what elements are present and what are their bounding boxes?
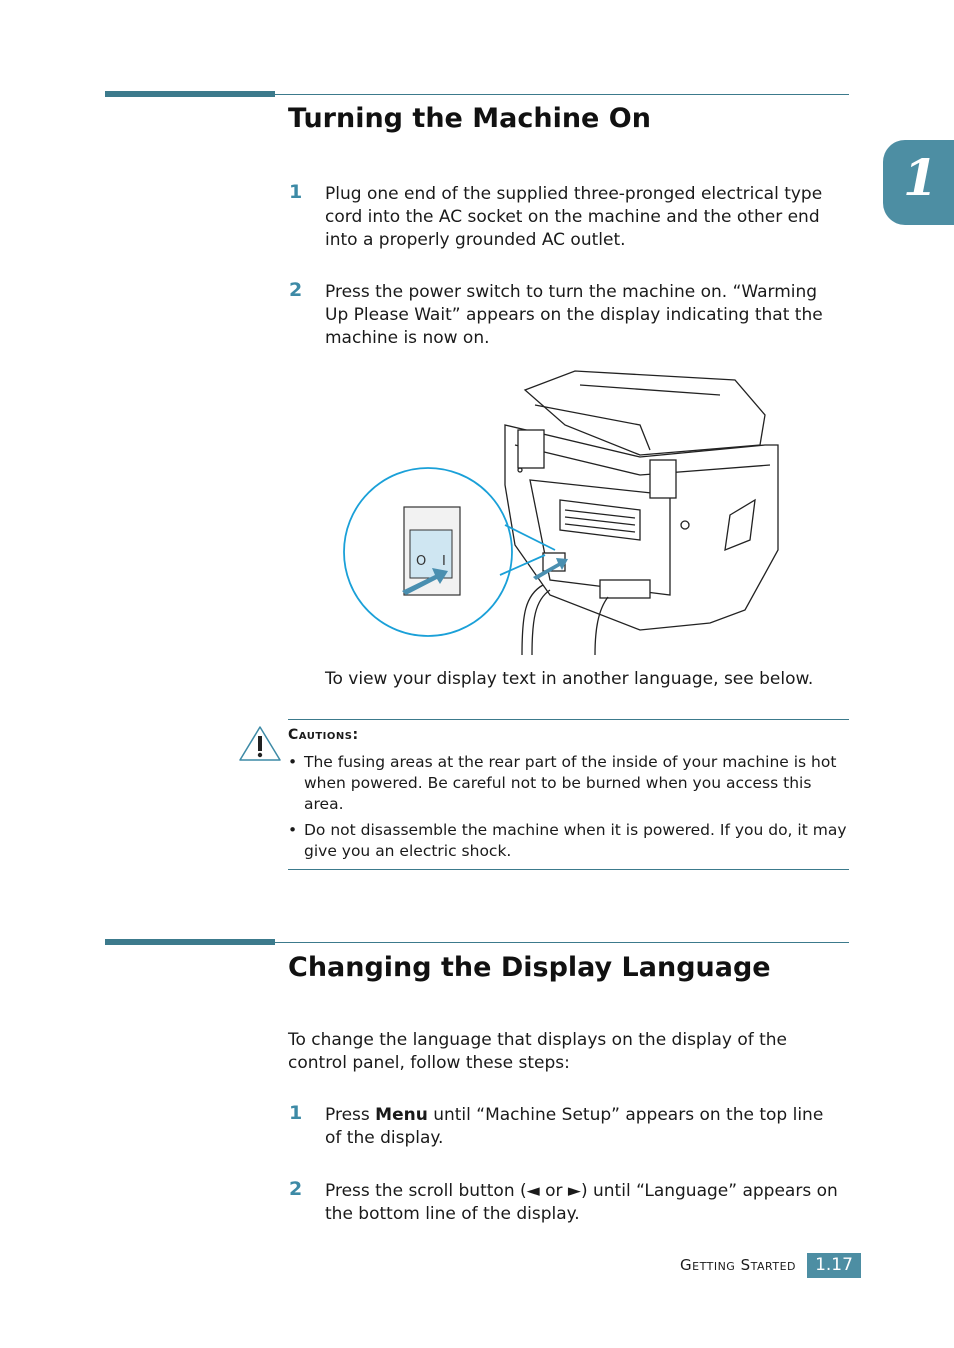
figure-note: To view your display text in another language, see below. xyxy=(325,669,814,689)
caution-top-rule xyxy=(288,719,849,720)
step-number: 1 xyxy=(289,181,303,203)
step-text: Plug one end of the supplied three-pronged electrical type cord into the AC socket on the machine and the other end into a properly grounded AC outlet. xyxy=(325,184,823,250)
step-text xyxy=(325,1104,845,1150)
footer-section-name: Getting Started xyxy=(680,1256,796,1274)
step-text-post: until “Machine Setup” appears on the top line of the display. xyxy=(325,1105,824,1148)
caution-item xyxy=(288,820,848,862)
step-number: 1 xyxy=(289,1102,303,1124)
step-text: Press the power switch to turn the machine on. “Warming Up Please Wait” appears on the display indicating that the machine is now on. xyxy=(325,282,823,348)
chapter-number: 1 xyxy=(903,148,938,207)
section-rule-thin xyxy=(275,942,849,943)
page-number: 1.17 xyxy=(807,1253,861,1278)
bullet-dot: • xyxy=(288,753,298,771)
chapter-tab xyxy=(883,140,954,225)
section-rule-thick xyxy=(105,91,275,97)
section-title: Changing the Display Language xyxy=(288,952,771,983)
step-number: 2 xyxy=(289,279,303,301)
step-text: Press the scroll button (◄ or ►) until “Language” appears on the bottom line of the display. xyxy=(325,1181,838,1224)
menu-key-label: Menu xyxy=(375,1105,428,1125)
section-rule-thick xyxy=(105,939,275,945)
caution-text: Do not disassemble the machine when it is powered. If you do, it may give you an electric shock. xyxy=(304,821,847,860)
section-intro: To change the language that displays on the display of the control panel, follow these steps: xyxy=(288,1030,788,1073)
section-rule-thin xyxy=(275,94,849,95)
switch-off-label: O xyxy=(416,554,427,569)
machine-power-illustration xyxy=(340,365,790,655)
section-title: Turning the Machine On xyxy=(288,103,651,134)
bullet-dot: • xyxy=(288,821,298,839)
switch-on-label: I xyxy=(442,554,446,569)
caution-title: Cautions: xyxy=(288,727,359,743)
caution-item xyxy=(288,752,848,815)
step-number: 2 xyxy=(289,1178,303,1200)
warning-icon xyxy=(237,724,283,764)
caution-text: The fusing areas at the rear part of the inside of your machine is hot when powered. Be careful not to be burned when you access this area. xyxy=(304,753,837,813)
caution-bottom-rule xyxy=(288,869,849,870)
step-text-pre: Press xyxy=(325,1105,376,1125)
